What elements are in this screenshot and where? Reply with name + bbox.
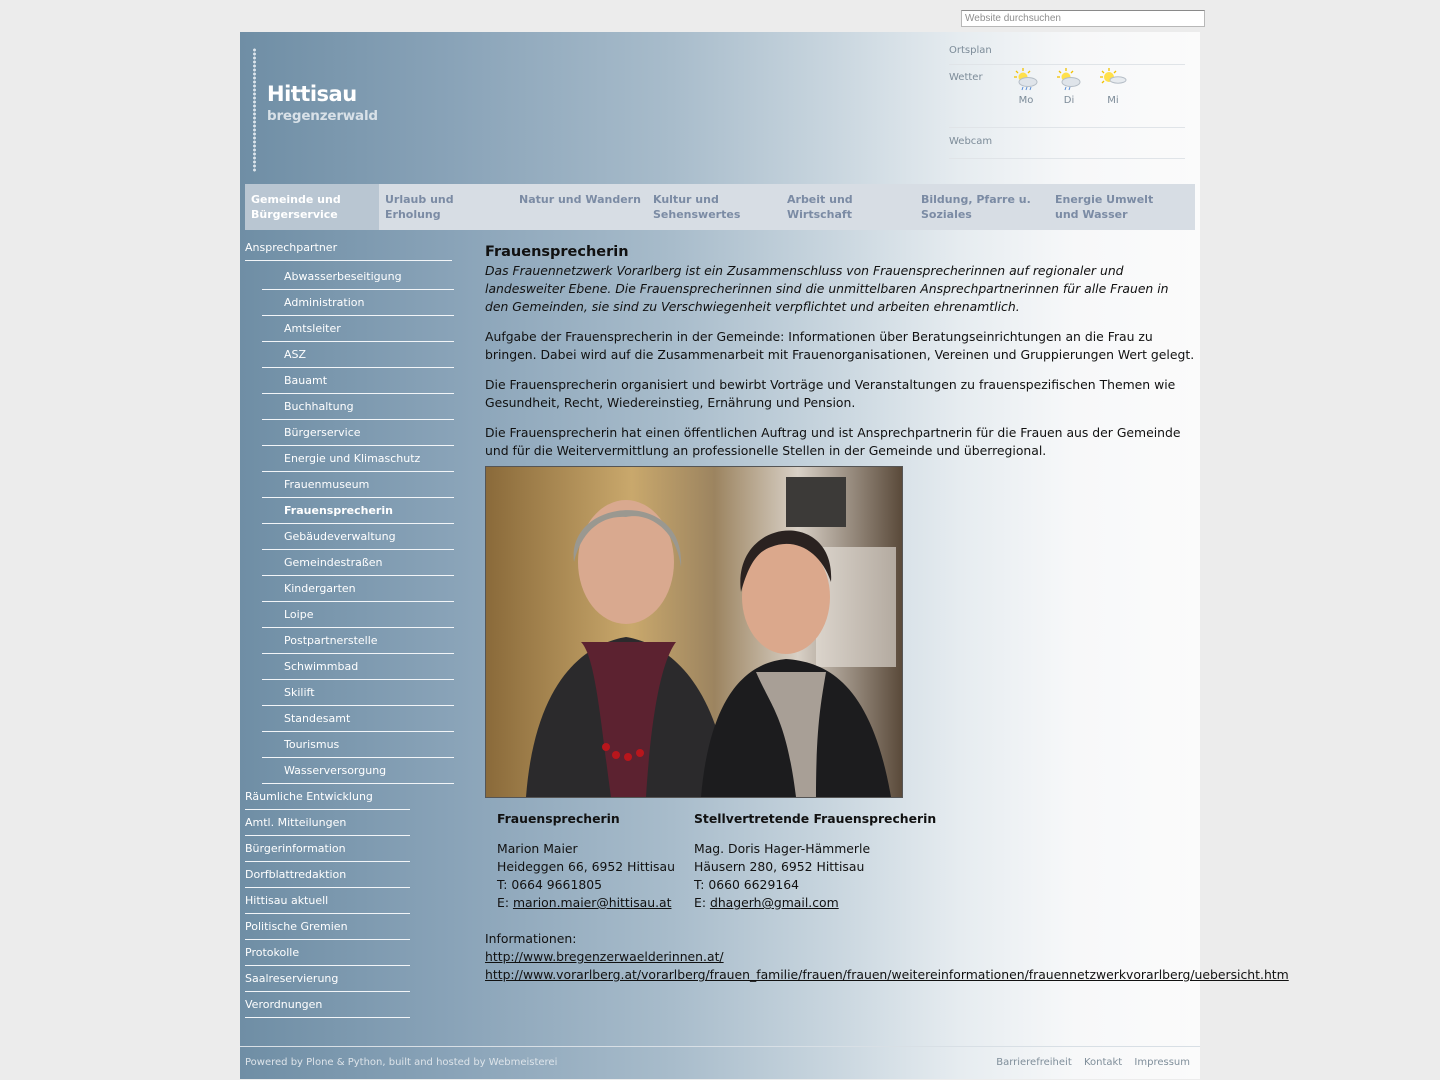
- contact-email-link[interactable]: dhagerh@gmail.com: [709, 895, 839, 910]
- footer-powered: Powered by Plone & Python, built and hosted by Webmeisterei: [245, 1057, 558, 1068]
- sidebar-item-ansprechpartner[interactable]: Ansprechpartner: [245, 236, 452, 261]
- sidebar-item[interactable]: Verordnungen: [245, 992, 410, 1018]
- sun-cloud-icon: [1098, 67, 1128, 93]
- logo-title[interactable]: Hittisau: [267, 82, 357, 106]
- sidebar-subitem[interactable]: Buchhaltung: [262, 394, 454, 420]
- page-container: [240, 32, 1289, 1079]
- sidebar-item[interactable]: Bürgerinformation: [245, 836, 410, 862]
- ortsplan-link[interactable]: Ortsplan: [949, 45, 992, 56]
- nav-bildung[interactable]: Bildung, Pfarre u. Soziales: [921, 193, 1031, 221]
- sidebar-subitem[interactable]: Gemeindestraßen: [262, 550, 454, 576]
- email-prefix: E:: [497, 895, 513, 910]
- email-prefix: E:: [694, 895, 710, 910]
- logo-subtitle[interactable]: bregenzerwald: [267, 108, 378, 124]
- sidebar-item[interactable]: Amtl. Mitteilungen: [245, 810, 410, 836]
- main-content: [485, 242, 1195, 472]
- contact-card: [694, 810, 954, 912]
- sidebar-subitem[interactable]: Standesamt: [262, 706, 454, 732]
- footer-links: [987, 1057, 1190, 1068]
- sidebar-item[interactable]: Saalreservierung: [245, 966, 410, 992]
- sidebar-item[interactable]: Dorfblattredaktion: [245, 862, 410, 888]
- sidebar-item[interactable]: Protokolle: [245, 940, 410, 966]
- sidebar-item[interactable]: Hittisau aktuell: [245, 888, 410, 914]
- wetter-link[interactable]: Wetter: [949, 72, 983, 83]
- sidebar-subitem[interactable]: ASZ: [262, 342, 454, 368]
- contacts: [497, 810, 954, 912]
- contact-heading: Frauensprecherin: [497, 811, 620, 826]
- sidebar-subitem[interactable]: Energie und Klimaschutz: [262, 446, 454, 472]
- sidebar-subitem[interactable]: Kindergarten: [262, 576, 454, 602]
- sidebar-subitem-current[interactable]: Frauensprecherin: [262, 498, 454, 524]
- sidebar-subitem[interactable]: Administration: [262, 290, 454, 316]
- nav-kultur[interactable]: Kultur und Sehenswertes: [653, 193, 741, 221]
- weather-day-mo[interactable]: [1006, 67, 1046, 106]
- nav-arbeit[interactable]: Arbeit und Wirtschaft: [787, 193, 853, 221]
- kontakt-link[interactable]: Kontakt: [1083, 1057, 1123, 1068]
- logo-dots: [252, 48, 257, 172]
- photo-frauensprecherinnen: [485, 466, 903, 798]
- sidebar-subitem[interactable]: Gebäudeverwaltung: [262, 524, 454, 550]
- search-input[interactable]: [961, 10, 1205, 27]
- sidebar-subitem[interactable]: Postpartnerstelle: [262, 628, 454, 654]
- sidebar-subitem[interactable]: Frauenmuseum: [262, 472, 454, 498]
- weather-day-label: Di: [1063, 95, 1075, 106]
- sidebar-subitem[interactable]: Bauamt: [262, 368, 454, 394]
- link-bregenzerwaelderinnen[interactable]: http://www.bregenzerwaelderinnen.at/: [485, 949, 724, 964]
- sun-cloud-rain-icon: [1054, 67, 1084, 93]
- contact-name: Marion Maier: [497, 841, 578, 856]
- contact-card: [497, 810, 694, 912]
- sidebar: [245, 236, 465, 1018]
- sidebar-subitem[interactable]: Skilift: [262, 680, 454, 706]
- lead-paragraph: Das Frauennetzwerk Vorarlberg ist ein Zusammenschluss von Frauensprecherinnen auf regionaler und landesweiter Ebene. Die Frauensprecherinnen sind die unmittelbaren Ansprechpartnerinnen für alle Frauen in den Gemeinden, sie sind zu Verschwiegenheit verpflichtet und arbeiten ehrenamtlich.: [485, 263, 1169, 314]
- sidebar-subitem[interactable]: Tourismus: [262, 732, 454, 758]
- contact-phone: T: 0664 9661805: [497, 877, 602, 892]
- info-links: [485, 930, 1289, 984]
- page-title: Frauensprecherin: [485, 244, 629, 260]
- links-label: Informationen:: [485, 931, 577, 946]
- nav-energie[interactable]: Energie Umwelt und Wasser: [1055, 193, 1154, 221]
- weather-day-label: Mi: [1107, 95, 1119, 106]
- photo-illustration: [486, 467, 902, 797]
- impressum-link[interactable]: Impressum: [1134, 1057, 1190, 1068]
- sun-cloud-rain-icon: [1011, 67, 1041, 93]
- sidebar-subitem[interactable]: Bürgerservice: [262, 420, 454, 446]
- footer: [240, 1046, 1200, 1080]
- info-box: [949, 44, 1185, 159]
- weather-day-mi[interactable]: [1093, 67, 1133, 106]
- sidebar-item[interactable]: Räumliche Entwicklung: [245, 784, 410, 810]
- contact-phone: T: 0660 6629164: [694, 877, 799, 892]
- contact-name: Mag. Doris Hager-Hämmerle: [694, 841, 871, 856]
- nav-gemeinde[interactable]: Gemeinde und Bürgerservice: [245, 184, 379, 230]
- barrierefreiheit-link[interactable]: Barrierefreiheit: [996, 1057, 1072, 1068]
- sidebar-item[interactable]: Politische Gremien: [245, 914, 410, 940]
- nav-natur[interactable]: Natur und Wandern: [519, 193, 641, 206]
- weather-day-di[interactable]: [1049, 67, 1089, 106]
- paragraph: Die Frauensprecherin organisiert und bewirbt Vorträge und Veranstaltungen zu frauenspezifischen Themen wie Gesundheit, Recht, Wiedereinstieg, Ernährung und Pension.: [485, 377, 1176, 410]
- sidebar-subitem[interactable]: Amtsleiter: [262, 316, 454, 342]
- contact-email-link[interactable]: marion.maier@hittisau.at: [512, 895, 672, 910]
- contact-address: Häusern 280, 6952 Hittisau: [694, 859, 865, 874]
- sidebar-subitem[interactable]: Abwasserbeseitigung: [262, 264, 454, 290]
- paragraph: Aufgabe der Frauensprecherin in der Gemeinde: Informationen über Beratungseinrichtungen an die Frau zu bringen. Dabei wird auf die Zusammenarbeit mit Frauenorganisationen, Vereinen und Gruppierungen Wert gelegt.: [485, 329, 1195, 362]
- contact-heading: Stellvertretende Frauensprecherin: [694, 811, 937, 826]
- sidebar-subitem[interactable]: Loipe: [262, 602, 454, 628]
- paragraph: Die Frauensprecherin hat einen öffentlichen Auftrag und ist Ansprechpartnerin für die Frauen aus der Gemeinde und für die Weitervermittlung an professionelle Stellen in der Gemeinde und überregional.: [485, 425, 1181, 458]
- sidebar-subitem[interactable]: Wasserversorgung: [262, 758, 454, 784]
- weather-day-label: Mo: [1018, 95, 1034, 106]
- link-frauennetzwerk[interactable]: http://www.vorarlberg.at/vorarlberg/frauen_familie/frauen/frauen/weitereinformationen/frauennetzwerkvorarlberg/uebersicht.htm: [485, 967, 1289, 982]
- main-nav: [245, 184, 1195, 230]
- sidebar-subitem[interactable]: Schwimmbad: [262, 654, 454, 680]
- contact-address: Heideggen 66, 6952 Hittisau: [497, 859, 675, 874]
- webcam-link[interactable]: Webcam: [949, 136, 993, 147]
- nav-urlaub[interactable]: Urlaub und Erholung: [385, 193, 454, 221]
